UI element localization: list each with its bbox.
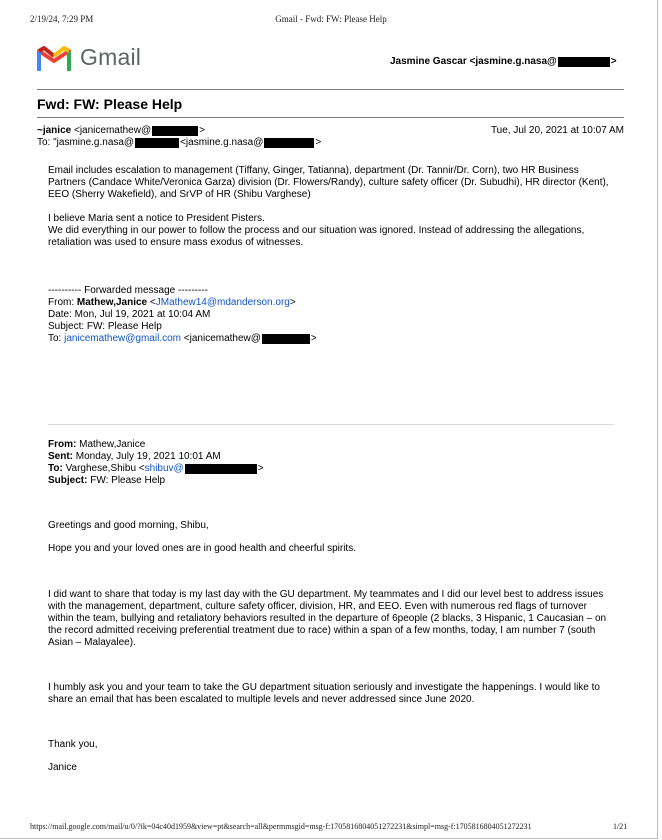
subject-rule [37, 117, 624, 118]
gmail-logo[interactable] [37, 44, 141, 71]
body-line: We did everything in our power to follow the process and our situation was ignored. Instead of addressing the allegations, retaliation was used to ensure mass exodus of witnesses. [48, 225, 585, 248]
forward-date: Date: Mon, Jul 19, 2021 at 10:04 AM [48, 309, 211, 320]
to-label: To: [37, 137, 51, 148]
forward-from-email-link[interactable]: JMathew14@mdanderson.org [155, 297, 290, 308]
forward-to-label: To: [48, 333, 62, 344]
orig-sent-label: Sent: [48, 451, 73, 462]
orig-to-suffix: > [257, 463, 264, 474]
sender-name: ~janice [37, 125, 72, 136]
forward-subject: Subject: FW: Please Help [48, 321, 162, 332]
email-subject: Fwd: FW: Please Help [37, 96, 183, 112]
thanks-line: Thank you, [48, 739, 98, 750]
forward-from-label: From: [48, 297, 75, 308]
message-date: Tue, Jul 20, 2021 at 10:07 AM [490, 125, 624, 136]
print-date: 2/19/24, 7:29 PM [30, 14, 94, 24]
orig-from-label: From: [48, 439, 77, 450]
gmail-logo-text: Gmail [80, 44, 142, 70]
forward-to-prefix: <janicemathew@ [183, 333, 261, 344]
orig-subject [48, 475, 614, 487]
message-from [37, 125, 205, 136]
signature: Janice [48, 762, 77, 773]
to-prefix: "jasmine.g.nasa@ [53, 137, 135, 148]
greeting: Greetings and good morning, Shibu, [48, 520, 209, 531]
forwarded-block [48, 285, 614, 345]
forward-from [48, 297, 614, 309]
forward-to-suffix: > [310, 333, 317, 344]
main-paragraph: I did want to share that today is my last day with the GU department. My teammates and I did our level best to address issues with the management, department, culture safety officer, division, HR, and EEO. Even with numerous red flags of turnover within the team, bullying and retaliatory behaviors resulted in the departure of 6people (2 blacks, 3 Hispanic, 1 Caucasian – on the record admitted receiving preferential treatment due to race) within a span of a few months, today, I am number 7 (south Asian – Malayalee). [48, 589, 607, 648]
forward-from-gt: > [289, 297, 296, 308]
redaction-block [264, 138, 314, 148]
orig-to-label: To: [48, 463, 63, 474]
forward-from-lt: < [149, 297, 156, 308]
forward-from-name: Mathew,Janice [76, 297, 148, 308]
orig-to-value: Varghese,Shibu < [65, 463, 145, 474]
orig-from-value: Mathew,Janice [79, 439, 146, 450]
forward-to-email-link[interactable]: janicemathew@gmail.com [64, 333, 181, 344]
redaction-block [152, 126, 198, 136]
orig-sent [48, 451, 614, 463]
redaction-block [185, 464, 257, 474]
print-url: https://mail.google.com/mail/u/0/?ik=04c40d1959&view=pt&search=all&permmsgid=msg-f:1705816804051272231&simpl=msg-f:1705816804051272231 [30, 822, 532, 831]
orig-to-email-link[interactable]: shibuv@ [144, 463, 184, 474]
forward-to [48, 333, 614, 345]
orig-from [48, 439, 614, 451]
orig-subject-value: FW: Please Help [90, 475, 166, 486]
orig-to [48, 463, 614, 475]
request-paragraph: I humbly ask you and your team to take the GU department situation seriously and investigate the happenings. I would like to share an email that has been escalated to multiple levels and never addressed since June 2020. [48, 682, 600, 705]
sender-addr-prefix: <janicemathew@ [73, 125, 152, 136]
orig-sent-value: Monday, July 19, 2021 10:01 AM [75, 451, 221, 462]
body-line: I believe Maria sent a notice to President Pisters. [48, 213, 265, 224]
hope-line: Hope you and your loved ones are in good health and cheerful spirits. [48, 543, 356, 554]
account-suffix: > [610, 56, 617, 67]
forward-header: ---------- Forwarded message --------- [48, 285, 208, 296]
body-paragraph-1: Email includes escalation to management (Tiffany, Ginger, Tatianna), department (Dr. Tannir/Dr. Corn), two HR Business Partners (Candace White/Veronica Garza) division (Dr. Flowers/Randy), culture safety officer (Dr. Subudhi), HR director (Kent), EEO (Sherry Wakefield), and SrVP of HR (Shibu Varghese) [48, 165, 609, 200]
redaction-block [262, 334, 310, 344]
header-rule [37, 89, 624, 90]
orig-subject-label: Subject: [48, 475, 88, 486]
message-to [37, 137, 321, 148]
gmail-logo-icon [37, 45, 71, 71]
to-suffix: > [315, 137, 322, 148]
quoted-divider [48, 424, 614, 425]
redaction-block [558, 57, 610, 67]
print-title: Gmail - Fwd: FW: Please Help [275, 14, 387, 24]
body-paragraph-2 [48, 213, 614, 249]
sender-addr-suffix: > [199, 125, 205, 136]
original-headers [48, 439, 614, 487]
print-page-number: 1/21 [613, 822, 628, 831]
redaction-block [135, 138, 179, 148]
account-line [390, 56, 617, 67]
to-middle: <jasmine.g.nasa@ [180, 137, 264, 148]
account-prefix: Jasmine Gascar <jasmine.g.nasa@ [390, 56, 557, 67]
